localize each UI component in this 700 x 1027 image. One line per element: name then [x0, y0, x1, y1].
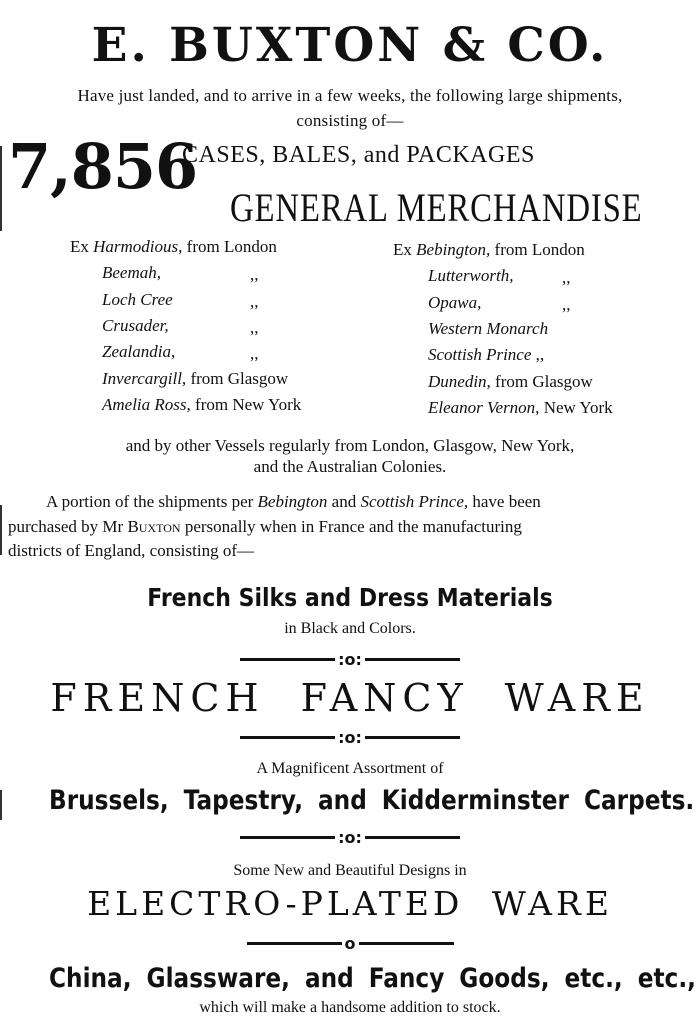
intro-line-1: Have just landed, and to arrive in a few weeks, the following large shipments, [77, 86, 623, 105]
vessel-name: Eleanor Vernon, [428, 397, 540, 417]
divider-rule [240, 836, 335, 839]
vessel-name: Opawa, [428, 292, 482, 312]
section-divider [0, 934, 700, 953]
divider-rule [365, 836, 460, 839]
carpets-intro: A Magnificent Assortment of [256, 760, 444, 777]
vessel-origin: from London [490, 240, 585, 259]
package-count: 7,856 [8, 130, 198, 203]
other-vessels-line-1: and by other Vessels regularly from London, Glasgow, New York, [125, 436, 575, 455]
ex-prefix: Ex [393, 240, 417, 259]
vessel-name: Western Monarch [428, 318, 549, 338]
vessel-name: Amelia Ross, [102, 394, 191, 414]
vessel-origin: from London [182, 237, 277, 256]
intro-line-2: consisting of— [296, 111, 404, 130]
ditto-mark: ,, [250, 291, 259, 311]
carpets-heading: Brussels, Tapestry, and Kidderminster Carpets. [49, 785, 695, 816]
divider-rule [365, 658, 460, 661]
vessel-name: Bebington [257, 492, 328, 511]
divider-rule [365, 736, 460, 739]
firm-name: E. BUXTON & CO. [91, 18, 609, 73]
vessel-name: Harmodious, [93, 237, 183, 256]
other-vessels-line-2: and the Australian Colonies. [253, 457, 447, 476]
divider-ornament: o [344, 934, 356, 953]
shipment-row [428, 398, 613, 418]
divider-rule [240, 658, 335, 661]
package-count-label: CASES, BALES, and PACKAGES [182, 142, 535, 168]
portion-line-3: districts of England, consisting of— [8, 541, 255, 560]
divider-rule [240, 736, 335, 739]
page-edge-mark [0, 790, 2, 820]
ditto-mark: ,, [562, 294, 571, 314]
vessel-name: Dunedin, [428, 371, 491, 391]
electro-intro: Some New and Beautiful Designs in [233, 862, 467, 879]
text-run: purchased by Mr [8, 517, 128, 536]
vessel-origin: New York [539, 397, 613, 417]
shipment-row [102, 369, 288, 389]
general-merchandise-heading: GENERAL MERCHANDISE [230, 185, 643, 230]
divider-ornament: :o: [338, 728, 362, 747]
vessel-origin: from New York [190, 394, 302, 414]
china-glassware-heading: China, Glassware, and Fancy Goods, etc., etc., [49, 963, 696, 994]
vessel-origin: from Glasgow [490, 371, 593, 391]
ditto-mark: ,, [562, 268, 571, 288]
vessel-name: Lutterworth, [428, 266, 514, 286]
ditto-mark: ,, [250, 317, 259, 337]
shipment-row [102, 263, 161, 283]
shipment-row [102, 342, 175, 362]
divider-ornament: :o: [338, 650, 362, 669]
text-run: have been [468, 492, 541, 511]
ditto-mark: ,, [250, 265, 259, 285]
shipment-row [428, 372, 593, 392]
divider-ornament: :o: [338, 828, 362, 847]
fancy-ware-heading: FRENCH FANCY WARE [50, 676, 650, 720]
section-divider [0, 828, 700, 847]
shipment-row [102, 290, 173, 310]
shipment-row [102, 395, 301, 415]
shipment-row [393, 240, 585, 260]
closing-line: which will make a handsome addition to stock. [199, 999, 501, 1016]
shipment-row [428, 293, 481, 313]
vessel-name: Crusader, [102, 315, 169, 335]
divider-rule [359, 942, 454, 945]
vessel-name: Loch Cree [102, 289, 173, 309]
vessel-name: Zealandia, [102, 342, 176, 362]
electro-plated-heading: ELECTRO-PLATED WARE [87, 884, 613, 923]
section-divider [0, 728, 700, 747]
page-edge-mark [0, 505, 2, 555]
shipment-row [70, 237, 277, 257]
ditto-mark: ,, [250, 344, 259, 364]
buyer-name: Buxton [127, 517, 181, 536]
shipment-row [428, 319, 548, 339]
text-run: and [327, 492, 361, 511]
text-run: personally when in France and the manufacturing [180, 517, 522, 536]
silks-subheading: in Black and Colors. [284, 620, 416, 637]
vessel-name: Scottish Prince, [360, 492, 469, 511]
vessel-name: Beemah, [102, 263, 162, 283]
shipment-row [428, 266, 514, 286]
silks-heading: French Silks and Dress Materials [147, 583, 553, 612]
vessel-name: Scottish Prince [428, 345, 532, 365]
section-divider [0, 650, 700, 669]
text-run: A portion of the shipments per [46, 492, 258, 511]
portion-line-1 [46, 492, 692, 512]
shipment-row [428, 345, 544, 365]
vessel-name: Invercargill, [102, 368, 187, 388]
shipment-row [102, 316, 169, 336]
divider-rule [247, 942, 342, 945]
portion-line-2 [8, 517, 692, 537]
vessel-origin: from Glasgow [186, 368, 289, 388]
vessel-origin: ,, [531, 345, 545, 365]
ex-prefix: Ex [70, 237, 94, 256]
page-edge-mark [0, 146, 2, 231]
vessel-name: Bebington, [416, 240, 491, 259]
